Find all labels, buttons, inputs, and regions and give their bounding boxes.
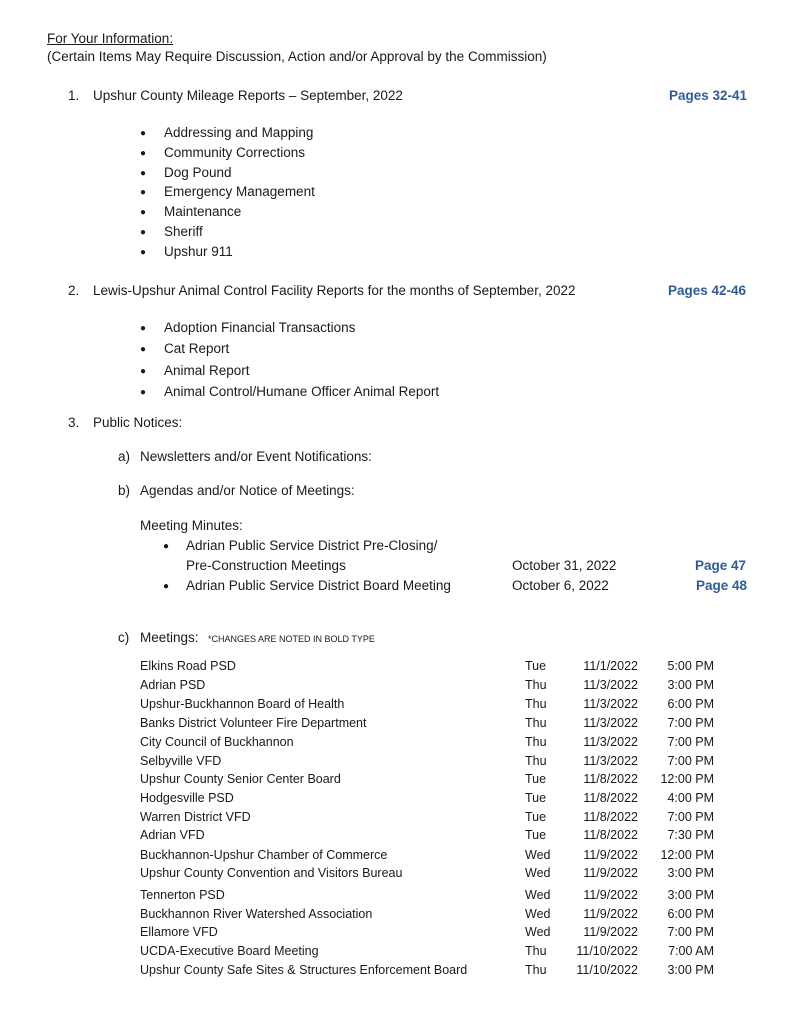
- meeting-name: Buckhannon River Watershed Association: [140, 907, 373, 921]
- meeting-day: Tue: [525, 810, 547, 824]
- table-row: [140, 907, 720, 925]
- meeting-name: Hodgesville PSD: [140, 791, 234, 805]
- bullet-icon: ●: [140, 207, 147, 219]
- page-ref-2[interactable]: Pages 42-46: [668, 283, 747, 298]
- meeting-name: Banks District Volunteer Fire Department: [140, 716, 367, 730]
- meeting-time: 7:00 AM: [668, 944, 714, 958]
- meeting-name: Buckhannon-Upshur Chamber of Commerce: [140, 848, 388, 862]
- sub-letter-a: a): [118, 449, 131, 464]
- page-ref-1[interactable]: Pages 32-41: [669, 88, 748, 103]
- bullet-icon: ●: [140, 323, 147, 334]
- item-text-2: Lewis-Upshur Animal Control Facility Reports for the months of September, 2022: [93, 283, 576, 298]
- meeting-name: Selbyville VFD: [140, 754, 222, 768]
- table-row: [140, 925, 720, 943]
- meeting-date: 11/10/2022: [576, 944, 638, 958]
- list-item: Sheriff: [164, 224, 203, 239]
- meeting-time: 12:00 PM: [660, 772, 714, 786]
- table-row: [140, 716, 720, 734]
- meeting-date: 11/3/2022: [583, 754, 638, 768]
- meeting-day: Wed: [525, 866, 551, 880]
- meeting-day: Wed: [525, 888, 551, 902]
- bullet-icon: ●: [140, 386, 147, 398]
- meeting-day: Thu: [525, 697, 547, 711]
- meeting-time: 3:00 PM: [667, 963, 714, 977]
- meeting-day: Wed: [525, 848, 551, 862]
- section-subtitle: (Certain Items May Require Discussion, Action and/or Approval by the Commission): [47, 49, 547, 64]
- meeting-day: Tue: [525, 659, 547, 673]
- table-row: [140, 678, 720, 696]
- table-row: [140, 772, 720, 790]
- table-row: [140, 735, 720, 753]
- meeting-date: 11/9/2022: [583, 925, 638, 939]
- meeting-time: 7:00 PM: [667, 735, 714, 749]
- meeting-time: 3:00 PM: [667, 888, 714, 902]
- meeting-time: 7:00 PM: [667, 716, 714, 730]
- meeting-date: 11/8/2022: [583, 810, 638, 824]
- table-row: [140, 866, 720, 884]
- sub-letter-c: c): [118, 630, 130, 645]
- table-row: [140, 848, 720, 866]
- bullet-icon: ●: [140, 246, 147, 258]
- meeting-day: Tue: [525, 791, 547, 805]
- meeting-name: Tennerton PSD: [140, 888, 225, 902]
- minutes-title-line1: Adrian Public Service District Board Meeting: [186, 578, 451, 593]
- sub-letter-b: b): [118, 483, 131, 498]
- meeting-time: 3:00 PM: [667, 678, 714, 692]
- meeting-date: 11/9/2022: [583, 888, 638, 902]
- list-item: Animal Control/Humane Officer Animal Report: [164, 383, 440, 399]
- item-number-1: 1.: [68, 88, 80, 103]
- item-text-1: Upshur County Mileage Reports – September, 2022: [93, 88, 403, 103]
- list-item: Animal Report: [164, 362, 250, 378]
- minutes-title-line2: Pre-Construction Meetings: [186, 558, 346, 573]
- meeting-time: 5:00 PM: [667, 659, 714, 673]
- meeting-name: Ellamore VFD: [140, 925, 218, 939]
- bullet-icon: ●: [140, 227, 147, 238]
- meeting-name: UCDA-Executive Board Meeting: [140, 944, 319, 958]
- meeting-date: 11/9/2022: [583, 848, 638, 862]
- list-item: Dog Pound: [164, 164, 232, 180]
- meeting-time: 7:00 PM: [667, 810, 714, 824]
- sub-text-b: Agendas and/or Notice of Meetings:: [140, 483, 355, 498]
- meeting-minutes-label: Meeting Minutes:: [140, 518, 243, 533]
- meeting-date: 11/3/2022: [583, 697, 638, 711]
- list-item: Emergency Management: [164, 184, 315, 200]
- meeting-date: 11/3/2022: [583, 716, 638, 730]
- meeting-time: 12:00 PM: [660, 848, 714, 862]
- meeting-date: 11/8/2022: [583, 791, 638, 805]
- meeting-date: 11/8/2022: [583, 828, 638, 842]
- item-text-3: Public Notices:: [93, 415, 183, 430]
- table-row: [140, 791, 720, 809]
- list-item: Addressing and Mapping: [164, 125, 314, 140]
- item-number-3: 3.: [68, 415, 80, 430]
- meeting-day: Thu: [525, 963, 547, 977]
- meeting-name: Elkins Road PSD: [140, 659, 236, 673]
- item-number-2: 2.: [68, 283, 80, 298]
- minutes-page-ref[interactable]: Page 48: [696, 578, 748, 593]
- meeting-time: 6:00 PM: [667, 907, 714, 921]
- meeting-time: 6:00 PM: [667, 697, 714, 711]
- table-row: [140, 659, 720, 677]
- meeting-date: 11/9/2022: [583, 866, 638, 880]
- meeting-date: 11/3/2022: [583, 678, 638, 692]
- meeting-day: Thu: [525, 735, 547, 749]
- list-item: Maintenance: [164, 204, 242, 220]
- changes-note: *CHANGES ARE NOTED IN BOLD TYPE: [208, 634, 375, 644]
- meeting-time: 7:30 PM: [667, 828, 714, 842]
- bullet-icon: ●: [140, 128, 147, 139]
- table-row: [140, 944, 720, 962]
- meeting-day: Tue: [525, 828, 547, 842]
- meeting-day: Wed: [525, 925, 551, 939]
- table-row: [140, 754, 720, 772]
- meeting-date: 11/9/2022: [583, 907, 638, 921]
- meeting-time: 4:00 PM: [667, 791, 714, 805]
- meeting-name: Adrian VFD: [140, 828, 205, 842]
- list-item: Cat Report: [164, 341, 230, 357]
- meeting-date: 11/1/2022: [583, 659, 638, 673]
- section-title: For Your Information:: [47, 31, 174, 46]
- meeting-date: 11/8/2022: [583, 772, 638, 786]
- meeting-date: 11/10/2022: [576, 963, 638, 977]
- minutes-date: October 31, 2022: [512, 558, 617, 573]
- bullet-icon: ●: [140, 187, 147, 199]
- table-row: [140, 810, 720, 828]
- meeting-day: Thu: [525, 754, 547, 768]
- meeting-day: Thu: [525, 716, 547, 730]
- meeting-name: Upshur-Buckhannon Board of Health: [140, 697, 345, 711]
- table-row: [140, 828, 720, 846]
- minutes-page-ref[interactable]: Page 47: [695, 558, 747, 573]
- meeting-day: Thu: [525, 944, 547, 958]
- meeting-name: Upshur County Senior Center Board: [140, 772, 341, 786]
- table-row: [140, 963, 720, 981]
- meeting-date: 11/3/2022: [583, 735, 638, 749]
- bullet-icon: ●: [140, 167, 147, 179]
- meeting-time: 3:00 PM: [667, 866, 714, 880]
- sub-text-c: Meetings:: [140, 630, 199, 645]
- sub-text-a: Newsletters and/or Event Notifications:: [140, 449, 372, 464]
- meeting-name: Adrian PSD: [140, 678, 206, 692]
- meeting-name: Upshur County Convention and Visitors Bureau: [140, 866, 403, 880]
- list-item: Adoption Financial Transactions: [164, 320, 356, 335]
- meeting-time: 7:00 PM: [667, 925, 714, 939]
- bullet-icon: ●: [140, 365, 147, 377]
- meeting-day: Thu: [525, 678, 547, 692]
- meeting-name: City Council of Buckhannon: [140, 735, 294, 749]
- bullet-icon: ●: [163, 541, 170, 552]
- table-row: [140, 697, 720, 715]
- meeting-time: 7:00 PM: [667, 754, 714, 768]
- minutes-date: October 6, 2022: [512, 578, 609, 593]
- meeting-day: Wed: [525, 907, 551, 921]
- table-row: [140, 888, 720, 906]
- bullet-icon: ●: [140, 147, 147, 159]
- list-item: Community Corrections: [164, 144, 306, 160]
- meeting-day: Tue: [525, 772, 547, 786]
- bullet-icon: ●: [163, 581, 170, 592]
- bullet-icon: ●: [140, 344, 147, 356]
- minutes-title-line1: Adrian Public Service District Pre-Closing/: [186, 538, 438, 553]
- list-item: Upshur 911: [164, 243, 233, 259]
- meeting-name: Warren District VFD: [140, 810, 251, 824]
- meeting-name: Upshur County Safe Sites & Structures Enforcement Board: [140, 963, 468, 977]
